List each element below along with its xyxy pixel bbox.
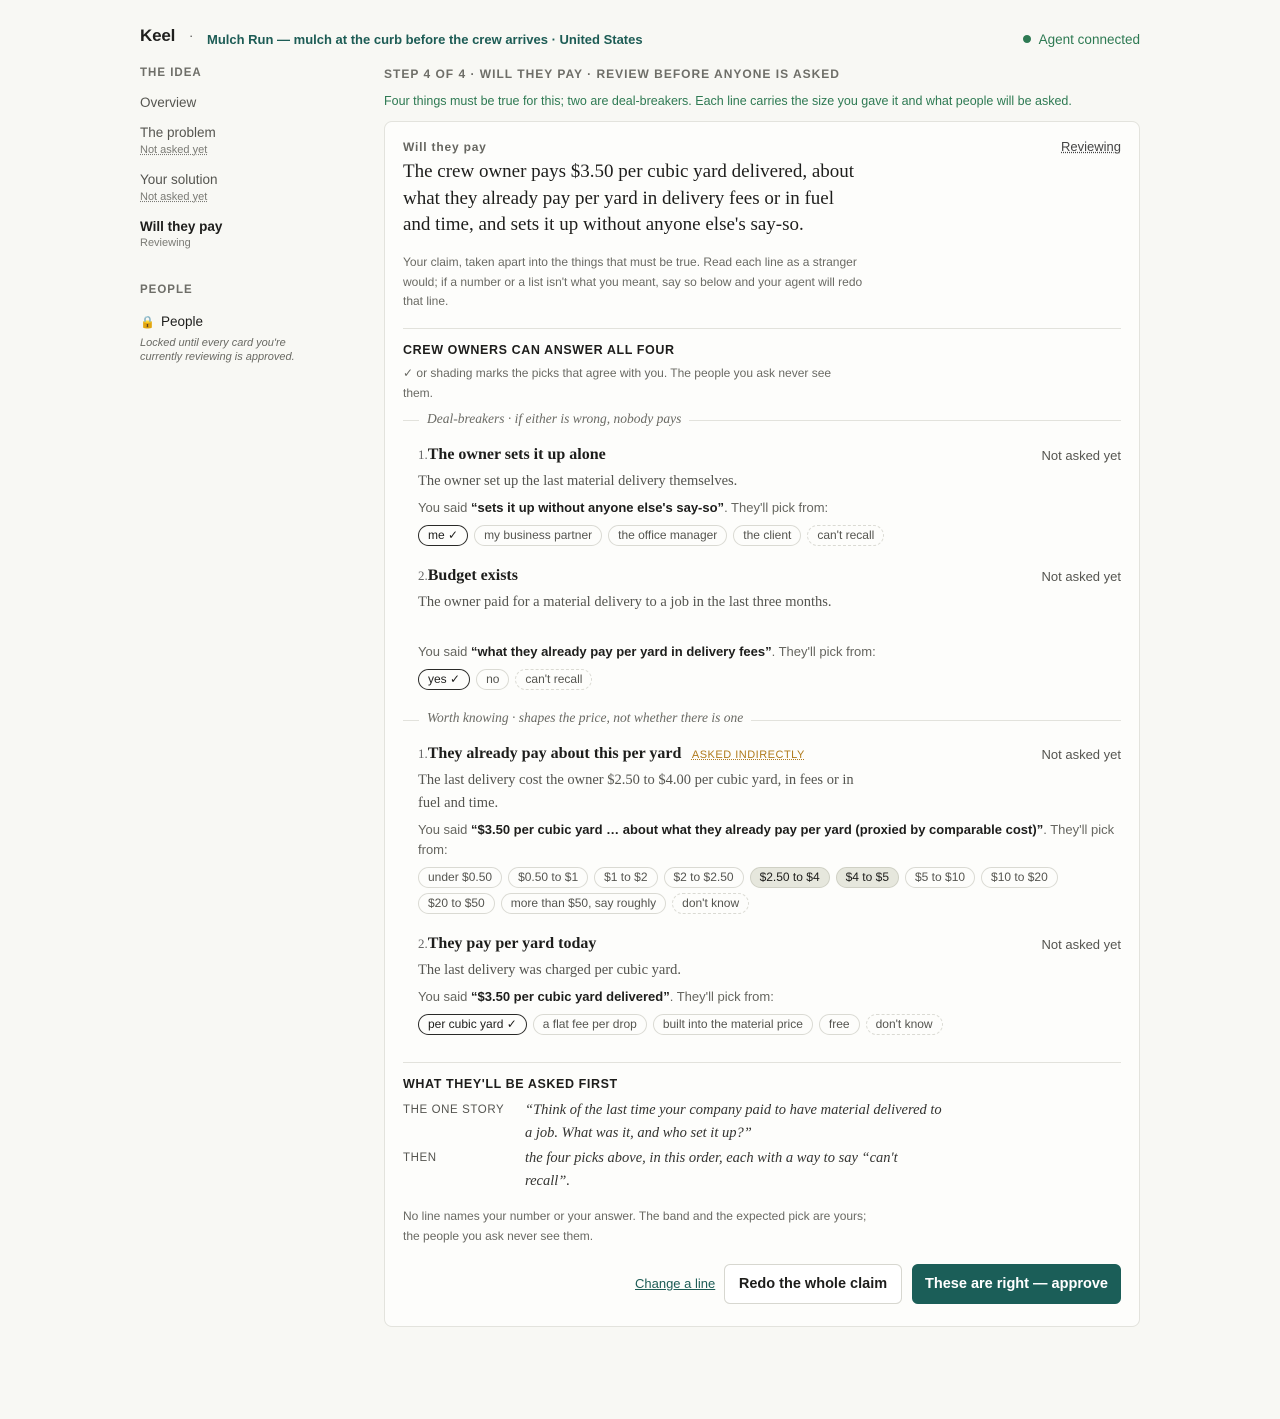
footer-note: No line names your number or your answer. The band and the expected pick are yours; the people you ask never see them. [403, 1209, 867, 1243]
said-prefix: You said [418, 644, 472, 659]
said-prefix: You said [418, 500, 472, 515]
question-description: The owner set up the last material delivery themselves. [418, 473, 738, 489]
option-chip[interactable]: a flat fee per drop [533, 1014, 647, 1035]
said-suffix: . They'll pick from: [771, 644, 876, 659]
question-status: Not asked yet [1041, 937, 1121, 952]
claim-note: Your claim, taken apart into the things that must be true. Read each line as a stranger would; if a number or a list isn't what you meant, say so below and your agent will redo that line. [403, 255, 863, 308]
step-intro: Four things must be true for this; two are deal-breakers. Each line carries the size you gave it and what people will be asked. [384, 94, 1072, 108]
question-number: 1. [418, 447, 428, 462]
option-chip[interactable]: can't recall [807, 525, 884, 546]
sidebar-item-people-label: People [160, 314, 203, 329]
step-indicator: STEP 4 OF 4 · WILL THEY PAY · REVIEW BEFORE ANYONE IS ASKED [384, 67, 840, 81]
redo-claim-button[interactable]: Redo the whole claim [724, 1264, 902, 1304]
sidebar-item-will-they-pay[interactable]: Will they pay [140, 219, 223, 234]
said-suffix: . They'll pick from: [418, 822, 1115, 857]
option-chip[interactable]: under $0.50 [418, 867, 502, 888]
group-heading-dealbreakers: Deal-breakers · if either is wrong, nobody pays [419, 411, 689, 427]
agent-status [1023, 32, 1140, 47]
question-title: Budget exists [427, 567, 518, 584]
question-status: Not asked yet [1041, 747, 1121, 762]
one-story-label: THE ONE STORY [403, 1104, 505, 1116]
said-prefix: You said [418, 989, 472, 1004]
question-title: The owner sets it up alone [427, 446, 606, 463]
question-number: 1. [418, 746, 428, 761]
header-separator: · [189, 28, 194, 43]
group-heading-worth: Worth knowing · shapes the price, not whether there is one [419, 710, 751, 726]
claim-statement: The crew owner pays $3.50 per cubic yard delivered, about what they already pay per yard in delivery fees or in fuel and time, and sets it up without anyone else's say-so. [403, 161, 855, 235]
project-title: Mulch Run — mulch at the curb before the crew arrives · United States [207, 32, 643, 47]
option-chip[interactable]: don't know [866, 1014, 943, 1035]
question-status: Not asked yet [1041, 448, 1121, 463]
sidebar-heading-idea: THE IDEA [140, 67, 202, 79]
option-chip[interactable]: built into the material price [653, 1014, 813, 1035]
option-chip[interactable]: $0.50 to $1 [508, 867, 588, 888]
lock-icon: 🔒 [140, 315, 155, 329]
question-number: 2. [418, 568, 428, 583]
question-title: They already pay about this per yard [427, 745, 682, 762]
sidebar-item-problem[interactable]: The problem [140, 125, 216, 140]
one-story-text: “Think of the last time your company paid to have material delivered to a job. What was it, and who set it up?” [525, 1102, 942, 1141]
option-chip[interactable]: $2 to $2.50 [664, 867, 744, 888]
question-description: The last delivery cost the owner $2.50 to $4.00 per cubic yard, in fees or in fuel and time. [418, 772, 854, 811]
question-number: 2. [418, 936, 428, 951]
brand-logo[interactable]: Keel [140, 26, 176, 45]
people-locked-note: Locked until every card you're currently reviewing is approved. [140, 337, 295, 363]
question-title: They pay per yard today [427, 935, 597, 952]
review-card [384, 121, 1140, 1327]
option-chip[interactable]: $10 to $20 [981, 867, 1058, 888]
option-chip[interactable]: free [819, 1014, 860, 1035]
option-chip[interactable]: more than $50, say roughly [501, 893, 666, 914]
sidebar-item-overview[interactable]: Overview [140, 95, 197, 110]
question-you-said [418, 498, 1118, 518]
said-quote: “what they already pay per yard in delivery fees” [471, 644, 772, 659]
sidebar-item-problem-status: Not asked yet [140, 144, 208, 156]
asked-first-title: WHAT THEY'LL BE ASKED FIRST [403, 1077, 618, 1091]
then-text: the four picks above, in this order, each with a way to say “can't recall”. [525, 1150, 898, 1189]
divider [403, 328, 1121, 329]
question-3-header [418, 745, 805, 763]
said-quote: “$3.50 per cubic yard … about what they already pay per yard (proxied by comparable cost)” [471, 822, 1044, 837]
change-line-link[interactable]: Change a line [635, 1276, 716, 1291]
option-chip[interactable]: don't know [672, 893, 749, 914]
sidebar-heading-people: PEOPLE [140, 284, 193, 296]
question-you-said [418, 820, 1118, 860]
option-chip[interactable]: no [476, 669, 509, 690]
option-chip[interactable]: $2.50 to $4 [750, 867, 830, 888]
question-status: Not asked yet [1041, 569, 1121, 584]
option-chip[interactable]: $4 to $5 [836, 867, 899, 888]
question-you-said [418, 642, 1118, 662]
said-prefix: You said [418, 822, 472, 837]
said-quote: “sets it up without anyone else's say-so” [471, 500, 725, 515]
divider [403, 1062, 1121, 1063]
question-2-header [418, 567, 518, 585]
option-chip[interactable]: $5 to $10 [905, 867, 975, 888]
sidebar-item-solution[interactable]: Your solution [140, 172, 218, 187]
sidebar-item-solution-status: Not asked yet [140, 191, 208, 203]
card-kicker: Will they pay [403, 140, 487, 154]
option-chip[interactable]: the client [733, 525, 801, 546]
option-chip[interactable]: the office manager [608, 525, 727, 546]
options-list [418, 1014, 1118, 1035]
options-list [418, 867, 1108, 914]
approve-button[interactable]: These are right — approve [912, 1264, 1121, 1304]
said-suffix: . They'll pick from: [669, 989, 774, 1004]
section-title: CREW OWNERS CAN ANSWER ALL FOUR [403, 343, 675, 357]
options-list [418, 525, 1118, 546]
sidebar-item-will-they-pay-status: Reviewing [140, 237, 191, 249]
agent-status-label: Agent connected [1038, 32, 1140, 47]
option-chip[interactable]: $1 to $2 [594, 867, 657, 888]
option-chip[interactable]: my business partner [474, 525, 602, 546]
question-description: The owner paid for a material delivery to a job in the last three months. [418, 594, 832, 610]
section-note: ✓ or shading marks the picks that agree with you. The people you ask never see them. [403, 366, 832, 400]
status-dot-icon [1023, 35, 1031, 43]
option-chip[interactable]: me ✓ [418, 525, 468, 546]
question-4-header [418, 935, 596, 953]
asked-indirectly-tag: ASKED INDIRECTLY [691, 749, 805, 761]
question-description: The last delivery was charged per cubic yard. [418, 962, 682, 978]
then-label: THEN [403, 1152, 437, 1164]
option-chip[interactable]: $20 to $50 [418, 893, 495, 914]
reviewing-status-link[interactable]: Reviewing [1061, 139, 1121, 154]
options-list [418, 669, 1118, 690]
said-quote: “$3.50 per cubic yard delivered” [471, 989, 670, 1004]
top-bar [140, 26, 1140, 54]
question-you-said [418, 987, 1118, 1007]
option-chip[interactable]: per cubic yard ✓ [418, 1014, 527, 1035]
option-chip[interactable]: can't recall [515, 669, 592, 690]
sidebar-item-people[interactable] [140, 314, 203, 329]
question-1-header [418, 446, 606, 464]
option-chip[interactable]: yes ✓ [418, 669, 470, 690]
said-suffix: . They'll pick from: [724, 500, 829, 515]
